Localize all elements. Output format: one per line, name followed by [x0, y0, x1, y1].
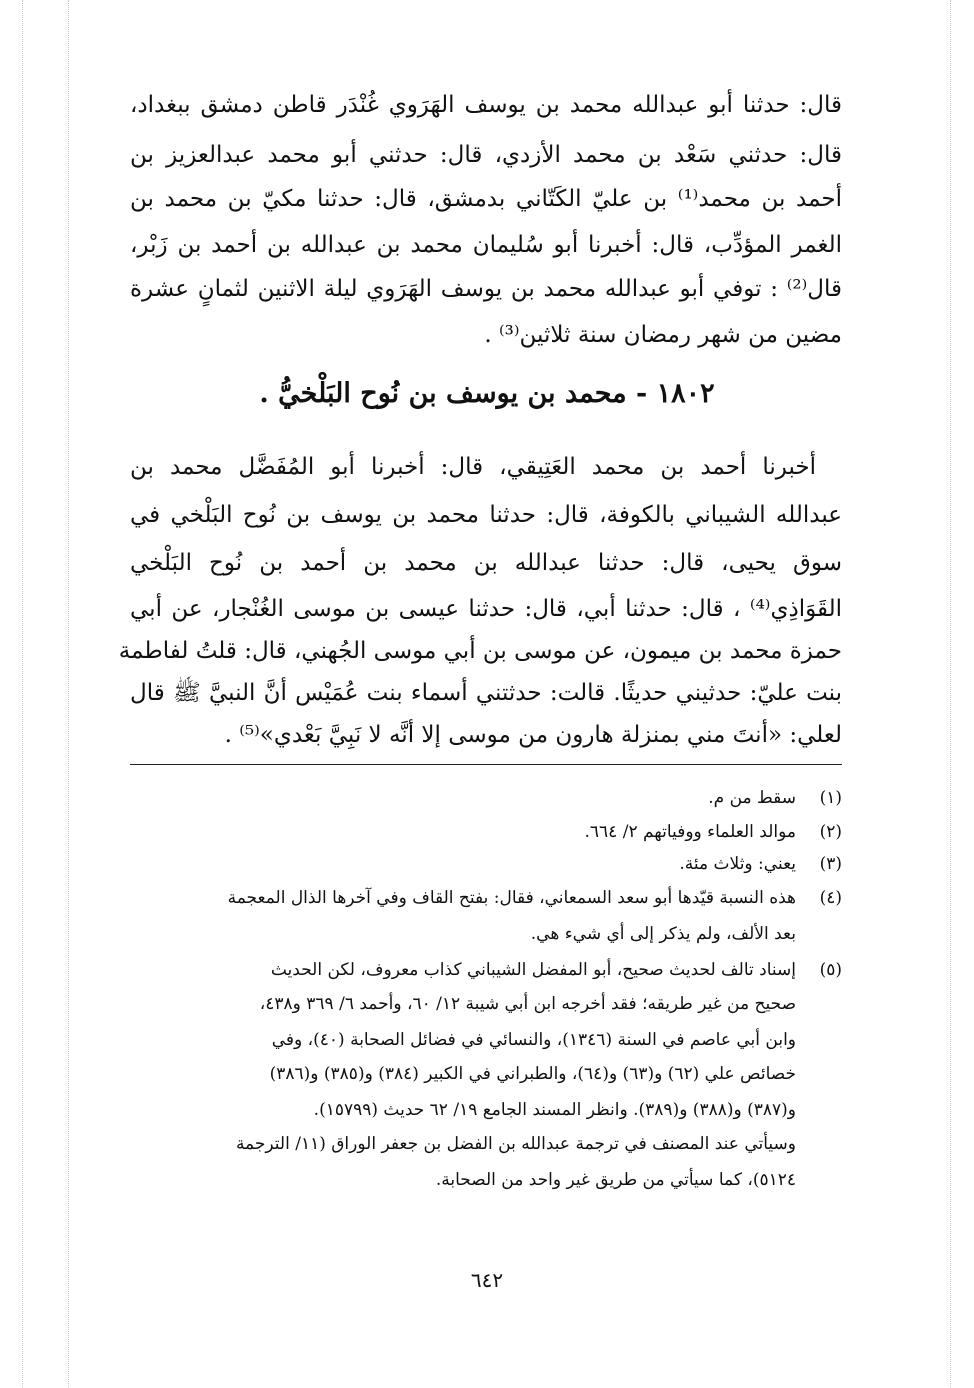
body-line: قال: حدثني سَعْد بن محمد الأزدي، قال: حدثني أبو محمد عبدالعزيز بن	[130, 142, 842, 168]
footnote-text: هذه النسبة قيّدها أبو سعد السمعاني، فقال: بفتح القاف وفي آخرها الذال المعجمة	[227, 888, 796, 908]
scan-guide-line	[950, 0, 951, 1388]
footnote-number: (٣)	[819, 854, 842, 874]
footnote-continuation: خصائص علي (٦٢) و(٦٣) و(٦٤)، والطبراني في الكبير (٣٨٤) و(٣٨٥) و(٣٨٦)	[269, 1064, 796, 1084]
footnote-text: يعني: وثلاث مئة.	[679, 854, 796, 874]
scan-guide-line	[22, 0, 23, 1388]
footnote-text: سقط من م.	[708, 788, 796, 808]
page-number: ٦٤٢	[470, 1268, 504, 1292]
footnote-text: إسناد تالف لحديث صحيح، أبو المفضل الشيباني كذاب معروف، لكن الحديث	[270, 960, 796, 980]
footnote	[130, 962, 842, 979]
footnote-number: (١)	[819, 788, 842, 808]
footnote-continuation: صحيح من غير طريقه؛ فقد أخرجه ابن أبي شيبة ١٢/ ٦٠، وأحمد ٦/ ٣٦٩ و٤٣٨،	[259, 994, 796, 1014]
footnote-continuation: بعد الألف، ولم يذكر إلى أي شيء هي.	[530, 924, 796, 944]
body-line: مضين من شهر رمضان سنة ثلاثين⁽³⁾ .	[484, 322, 842, 348]
body-line: أخبرنا أحمد بن محمد العَتِيقي، قال: أخبرنا أبو المُفَضَّل محمد بن	[130, 454, 816, 480]
body-line: أحمد بن محمد⁽¹⁾ بن عليّ الكَتّاني بدمشق، قال: حدثنا مكيّ بن محمد بن	[130, 186, 842, 212]
entry-heading: ١٨٠٢ - محمد بن يوسف بن نُوح البَلْخيُّ .	[259, 378, 715, 409]
body-line: لعلي: «أنتَ مني بمنزلة هارون من موسى إلا أنَّه لا نَبِيَّ بَعْدي»⁽⁵⁾ .	[224, 722, 842, 748]
footnote-continuation: ٥١٢٤)، كما سيأتي من طريق غير واحد من الصحابة.	[435, 1170, 796, 1190]
footnote	[130, 856, 842, 873]
body-line: الغمر المؤدِّب، قال: أخبرنا أبو سُليمان محمد بن عبدالله بن أحمد بن زَبْر،	[130, 232, 842, 258]
body-line: قال⁽²⁾ : توفي أبو عبدالله محمد بن يوسف الهَرَوي ليلة الاثنين لثمانٍ عشرة	[130, 276, 842, 302]
footnote-number: (٥)	[819, 960, 842, 980]
body-line: سوق يحيى، قال: حدثنا عبدالله بن محمد بن أحمد بن نُوح البَلْخي	[130, 550, 842, 576]
footnote-number: (٤)	[819, 888, 842, 908]
body-line: القَوَاذِي⁽⁴⁾ ، قال: حدثنا أبي، قال: حدثنا عيسى بن موسى الغُنْجار، عن أبي	[130, 596, 842, 622]
body-line: بنت عليّ: حدثيني حديثًا. قالت: حدثتني أسماء بنت عُمَيْس أنَّ النبيَّ ﷺ قال	[130, 680, 842, 706]
footnote-number: (٢)	[819, 822, 842, 842]
footnote-continuation: وسيأتي عند المصنف في ترجمة عبدالله بن الفضل بن جعفر الوراق (١١/ الترجمة	[235, 1134, 796, 1154]
footnote-continuation: وابن أبي عاصم في السنة (١٣٤٦)، والنسائي في فضائل الصحابة (٤٠)، وفي	[271, 1030, 796, 1050]
footnote-text: موالد العلماء ووفياتهم ٢/ ٦٦٤.	[584, 822, 796, 842]
footnote	[130, 890, 842, 907]
footnote	[130, 824, 842, 841]
scan-guide-line	[68, 0, 69, 1388]
footnote-separator	[130, 764, 842, 765]
body-line: حمزة محمد بن ميمون، عن موسى بن أبي موسى الجُهني، قال: قلتُ لفاطمة	[118, 638, 842, 664]
body-line: عبدالله الشيباني بالكوفة، قال: حدثنا محمد بن يوسف بن نُوح البَلْخي في	[130, 502, 842, 528]
footnote-continuation: و(٣٨٧) و(٣٨٨) و(٣٨٩). وانظر المسند الجامع ١٩/ ٦٢ حديث (١٥٧٩٩).	[313, 1100, 796, 1120]
body-line: قال: حدثنا أبو عبدالله محمد بن يوسف الهَرَوي غُنْدَر قاطن دمشق ببغداد،	[130, 92, 842, 118]
footnote	[130, 790, 842, 807]
